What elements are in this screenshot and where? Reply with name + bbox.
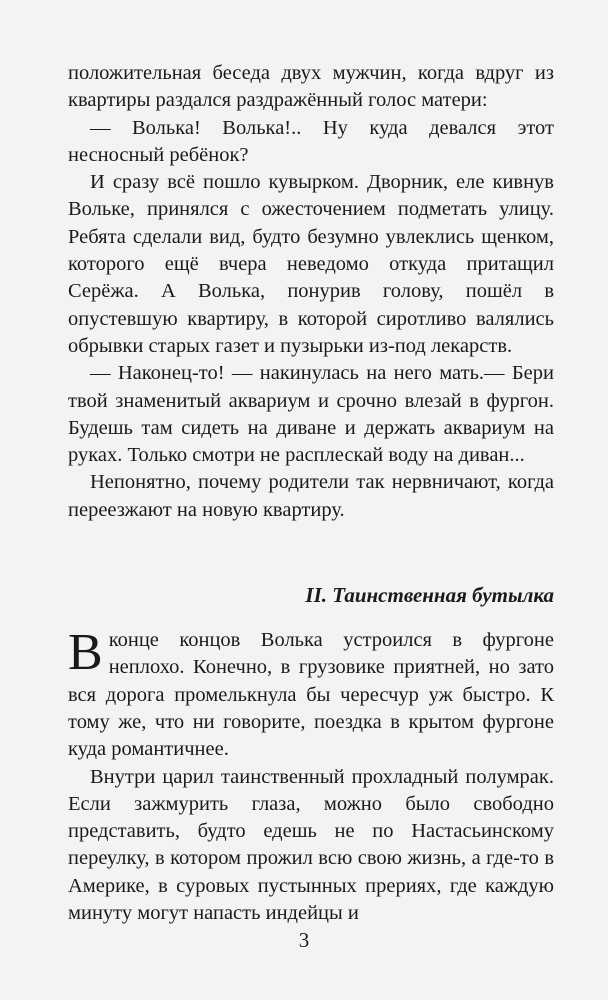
paragraph-2: — Волька! Волька!.. Ну куда девался этот несносный ребёнок? <box>68 116 554 166</box>
paragraph-5: Непонятно, почему родители так нервничают, когда переезжают на новую квартиру. <box>68 471 554 521</box>
paragraph-4: — Наконец-то! — накинулась на него мать.— Бери твой знаменитый аквариум и срочно влезай в фургон. Будешь там сидеть на диване и держать аквариум на руках. Только смотри не расплескай воду на диван... <box>68 362 554 467</box>
drop-cap: В <box>68 624 103 682</box>
paragraph-1: положительная беседа двух мужчин, когда вдруг из квартиры раздался раздражённый голос матери: <box>68 62 554 112</box>
paragraph-7: Внутри царил таинственный прохладный полумрак. Если зажмурить глаза, можно было свободно представить, будто едешь не по Настасьинскому переулку, в котором прожил всю свою жизнь, а где-то в Америке, в суровых пустынных прериях, где каждую минуту могут напасть индейцы и <box>68 765 554 925</box>
paragraph-3: И сразу всё пошло кувырком. Дворник, еле кивнув Вольке, принялся с ожесточением подметать улицу. Ребята сделали вид, будто безумно увлеклись щенком, которого ещё вчера неведомо откуда притащил Серёжа. А Волька, понурив голову, пошёл в опустевшую квартиру, в которой сиротливо валялись обрывки старых газет и пузырьки из-под лекарств. <box>68 171 554 357</box>
paragraph-6-text: конце концов Волька устроился в фургоне неплохо. Конечно, в грузовике приятней, но зато вся дорога промелькнула бы чересчур уж быстро. К тому же, что ни говорите, поездка в крытом фургоне куда романтичнее. <box>68 629 554 761</box>
chapter-title: II. Таинственная бутылка <box>305 583 554 608</box>
page-body <box>68 60 554 927</box>
paragraph-6 <box>68 624 554 763</box>
page-number: 3 <box>298 928 310 952</box>
